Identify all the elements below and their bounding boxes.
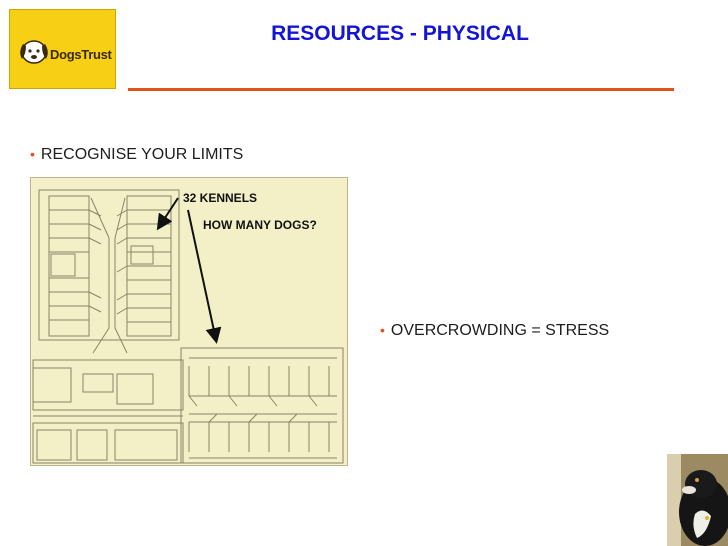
dog-photo bbox=[667, 454, 728, 546]
logo-text: DogsTrust bbox=[50, 47, 112, 62]
annotation-kennels: 32 KENNELS bbox=[183, 191, 258, 205]
dog-photo-drawing bbox=[667, 454, 728, 546]
bullet-text: RECOGNISE YOUR LIMITS bbox=[40, 146, 244, 163]
bullet-text: OVERCROWDING = STRESS bbox=[390, 322, 610, 339]
bullet-dot-icon: • bbox=[380, 322, 385, 338]
annotation-question: HOW MANY DOGS? bbox=[203, 218, 317, 232]
arrow-to-kennel-block-left bbox=[159, 198, 178, 227]
bullet-dot-icon: • bbox=[30, 146, 35, 162]
slide-title: RESOURCES - PHYSICAL bbox=[271, 22, 529, 45]
bullet-overcrowding bbox=[380, 322, 609, 340]
